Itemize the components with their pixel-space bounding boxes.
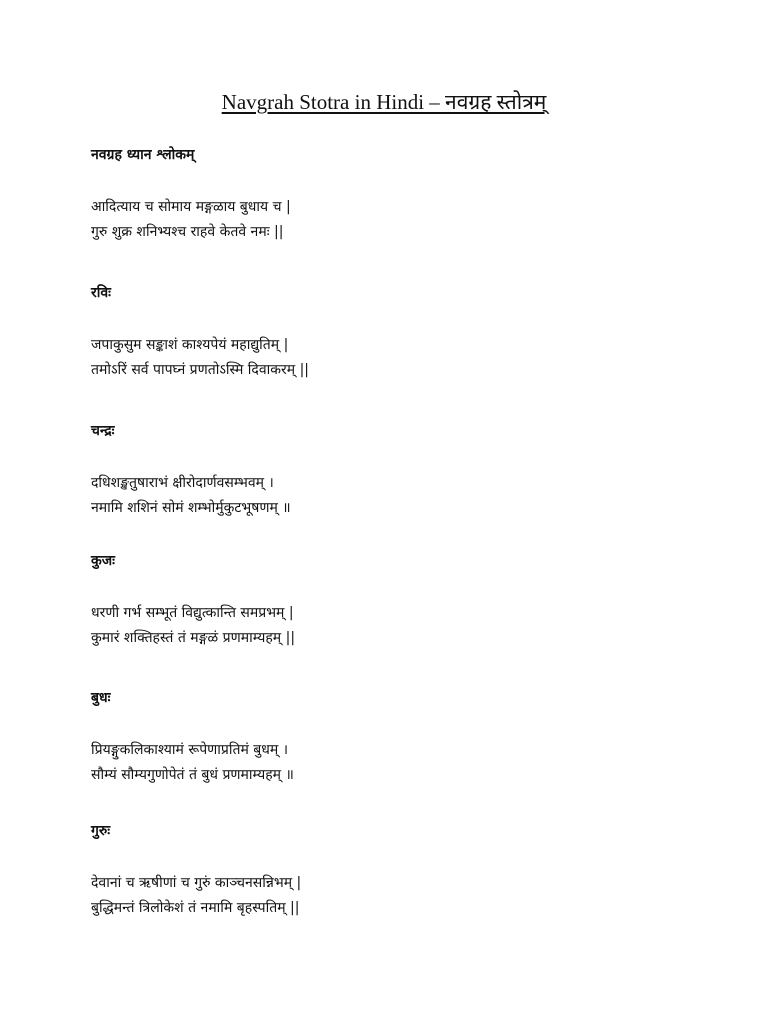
section-navgrah-dhyan	[91, 145, 711, 245]
verse-line: तमोऽरिं सर्व पापघ्नं प्रणतोऽस्मि दिवाकरम् ||	[91, 362, 310, 378]
verse-line: बुद्धिमन्तं त्रिलोकेशं तं नमामि बृहस्पतिम् ||	[91, 900, 300, 916]
verse-line: गुरु शुक्र शनिभ्यश्च राहवे केतवे नमः ||	[91, 224, 284, 240]
verse-line: दधिशङ्खतुषाराभं क्षीरोदार्णवसम्भवम् ।	[91, 475, 274, 491]
section-guru	[91, 821, 711, 921]
verse-line: जपाकुसुम सङ्काशं काश्यपेयं महाद्युतिम् |	[91, 337, 289, 353]
verse-line: सौम्यं सौम्यगुणोपेतं तं बुधं प्रणमाम्यहम् ॥	[91, 767, 294, 783]
section-kuja	[91, 551, 711, 651]
verse-line: आदित्याय च सोमाय मङ्गळाय बुधाय च |	[91, 199, 291, 215]
page-title: Navgrah Stotra in Hindi – नवग्रह स्तोत्रम्	[221, 90, 547, 114]
section-heading: चन्द्रः	[91, 423, 115, 439]
section-chandra	[91, 421, 711, 521]
section-heading: गुरुः	[91, 823, 111, 839]
verse-line: नमामि शशिनं सोमं शम्भोर्मुकुटभूषणम् ॥	[91, 500, 291, 516]
verse-line: धरणी गर्भ सम्भूतं विद्युत्कान्ति समप्रभम् |	[91, 605, 294, 621]
verse-line: देवानां च ऋषीणां च गुरुं काञ्चनसन्निभम् |	[91, 875, 302, 891]
section-budha	[91, 688, 711, 788]
verse-line: कुमारं शक्तिहस्तं तं मङ्गळं प्रणमाम्यहम् ||	[91, 630, 296, 646]
section-heading: बुधः	[91, 690, 111, 706]
section-ravi	[91, 283, 711, 383]
section-heading: नवग्रह ध्यान श्लोकम्	[91, 147, 195, 163]
verse-line: प्रियङ्गुकलिकाश्यामं रूपेणाप्रतिमं बुधम् ।	[91, 742, 289, 758]
section-heading: रविः	[91, 285, 111, 301]
section-heading: कुजः	[91, 553, 115, 569]
